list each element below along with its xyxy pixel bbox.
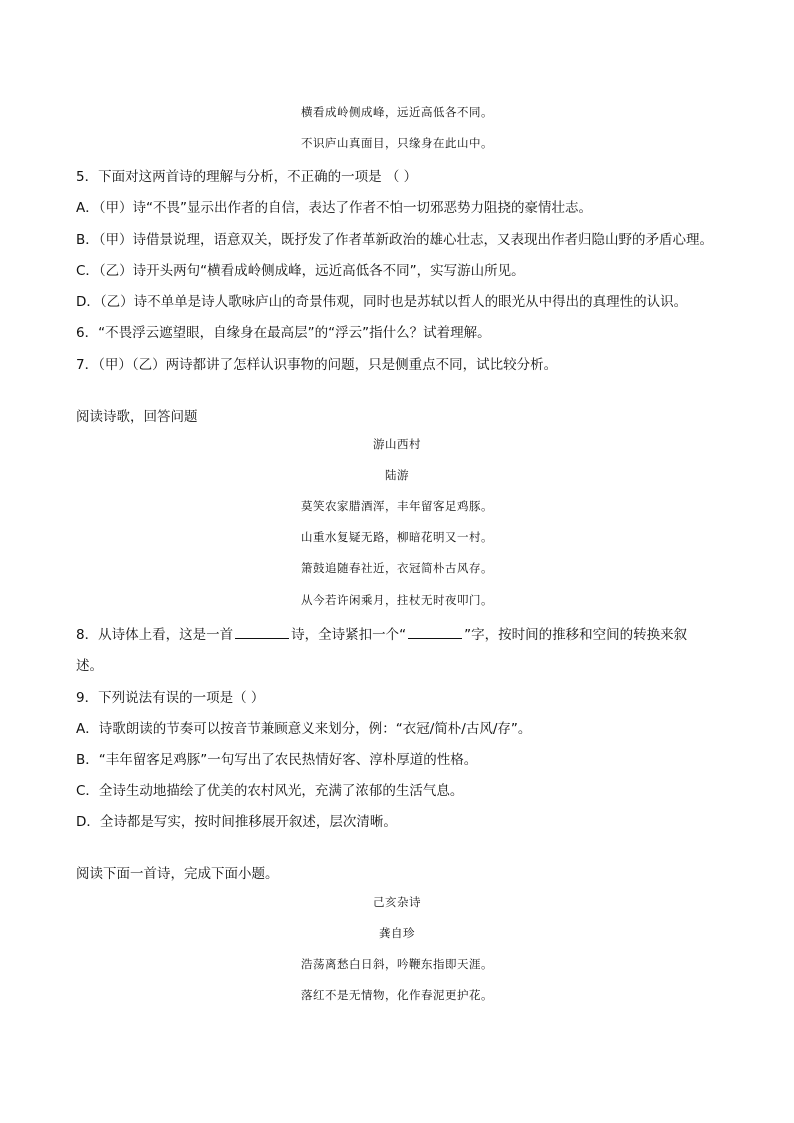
question-9: 9．下列说法有误的一项是（ ） [76, 690, 265, 706]
question-8 [76, 623, 687, 643]
question-9-option-a: A．诗歌朗读的节奏可以按音节兼顾意义来划分，例：“衣冠/简朴/古风/存”。 [76, 721, 532, 737]
question-9-option-c: C．全诗生动地描绘了优美的农村风光，充满了浓郁的生活气息。 [76, 783, 464, 799]
poem-1-line-4: 不识庐山真面目，只缘身在此山中。 [301, 136, 493, 150]
question-8-part-1: 8．从诗体上看，这是一首 [76, 627, 234, 643]
poem-2-line-1: 莫笑农家腊酒浑，丰年留客足鸡豚。 [301, 499, 493, 513]
question-5-option-c: C．（乙）诗开头两句“横看成岭侧成峰，远近高低各不同”，实写游山所见。 [76, 263, 525, 279]
poem-2-line-4: 从今若许闲乘月，拄杖无时夜叩门。 [301, 593, 493, 607]
answer-blank-2[interactable] [408, 626, 462, 639]
question-8-part-2: 诗，全诗紧扣一个“ [291, 627, 407, 643]
poem-1-line-3: 横看成岭侧成峰，远近高低各不同。 [301, 105, 493, 119]
question-5-option-a: A．（甲）诗“不畏”显示出作者的自信，表达了作者不怕一切邪恶势力阻挠的豪情壮志。 [76, 200, 592, 216]
poem-2-line-3: 箫鼓追随春社近，衣冠简朴古风存。 [301, 561, 493, 575]
poem-3-author: 龚自珍 [379, 926, 415, 940]
question-8-part-3: ”字，按时间的推移和空间的转换来叙 [464, 627, 688, 643]
poem-3-line-1: 浩荡离愁白日斜，吟鞭东指即天涯。 [301, 957, 493, 971]
poem-2-line-2: 山重水复疑无路，柳暗花明又一村。 [301, 530, 493, 544]
section-3-intro: 阅读下面一首诗，完成下面小题。 [76, 866, 279, 882]
poem-2-author: 陆游 [385, 468, 409, 482]
question-6: 6．“不畏浮云遮望眼，自缘身在最高层”的“浮云”指什么？试着理解。 [76, 325, 491, 341]
question-8-continuation: 述。 [76, 658, 103, 674]
question-9-option-b: B．“丰年留客足鸡豚”一句写出了农民热情好客、淳朴厚道的性格。 [76, 752, 478, 768]
question-5-option-d: D．（乙）诗不单单是诗人歌咏庐山的奇景伟观，同时也是苏轼以哲人的眼光从中得出的真理性的认识。 [76, 294, 688, 310]
question-7: 7．（甲）（乙）两诗都讲了怎样认识事物的问题，只是侧重点不同，试比较分析。 [76, 357, 558, 373]
poem-3-title: 己亥杂诗 [373, 895, 421, 909]
answer-blank-1[interactable] [235, 626, 289, 639]
poem-3-line-2: 落红不是无情物，化作春泥更护花。 [301, 988, 493, 1002]
question-5: 5．下面对这两首诗的理解与分析，不正确的一项是 （ ） [76, 169, 418, 185]
question-9-option-d: D．全诗都是写实，按时间推移展开叙述，层次清晰。 [76, 814, 397, 830]
section-2-intro: 阅读诗歌，回答问题 [76, 409, 198, 425]
poem-2-title: 游山西村 [373, 437, 421, 451]
question-5-option-b: B．（甲）诗借景说理，语意双关，既抒发了作者革新政治的雄心壮志，又表现出作者归隐山野的矛盾心理。 [76, 232, 714, 248]
